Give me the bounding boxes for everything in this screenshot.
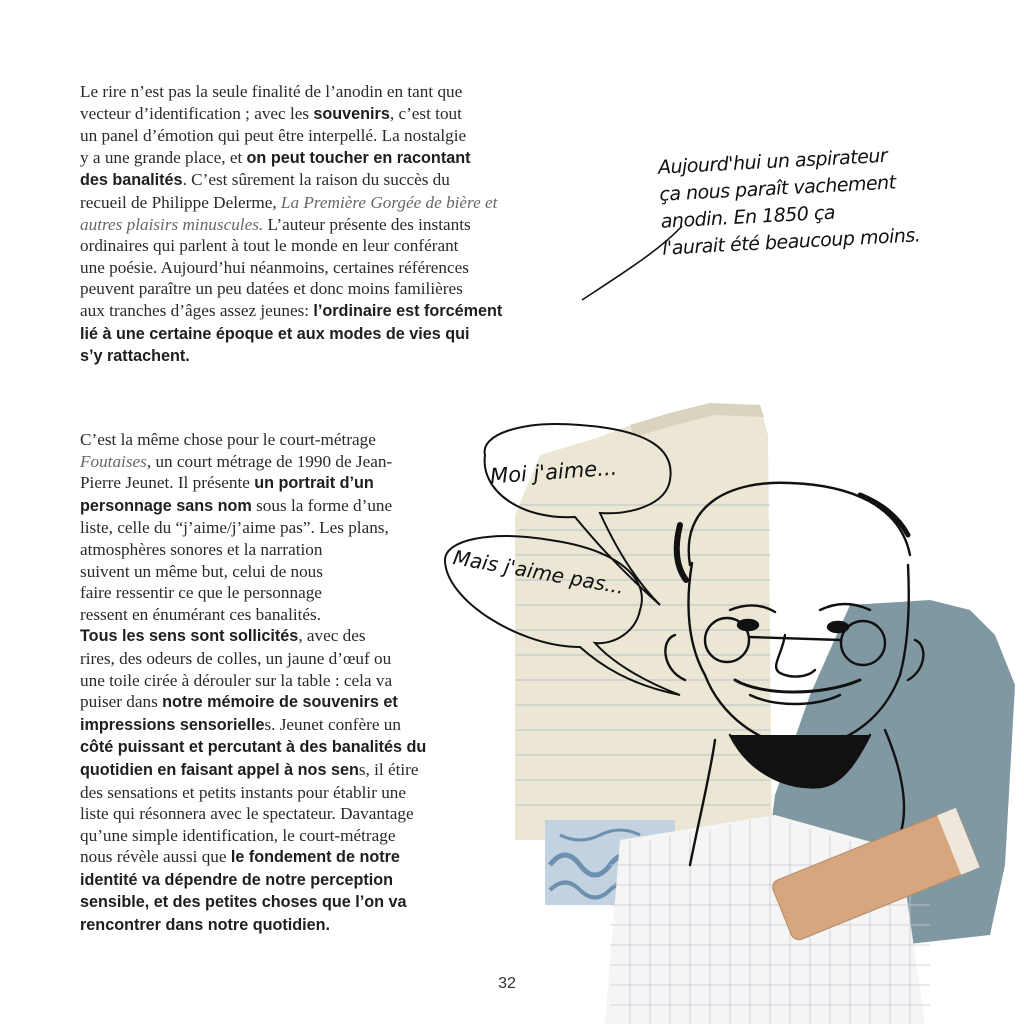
text-run: L’auteur présente des instants [263, 214, 471, 234]
note-line: anodin. En 1850 ça [660, 201, 836, 233]
bold-text: identité va dépendre de notre perception [80, 870, 394, 889]
text-run: aux tranches d’âges assez jeunes: [80, 300, 314, 320]
bold-text: notre mémoire de souvenirs et [162, 693, 398, 712]
bold-text: un portrait d’un [254, 474, 374, 493]
text-run: ordinaires qui parlent à tout le monde en leur conférant [80, 236, 459, 256]
text-line [80, 214, 580, 236]
text-line [80, 81, 580, 103]
text-line [80, 169, 580, 192]
text-run: C’est la même chose pour le court-métrage [80, 430, 376, 449]
bold-text: Tous les sens sont sollicités [80, 627, 299, 646]
text-run: ressent en énumérant ces banalités. [80, 604, 322, 624]
speech-bubble-1-text: Moi j'aime... [489, 455, 618, 489]
text-line [80, 147, 580, 170]
text-line [80, 103, 580, 126]
bold-text: quotidien en faisant appel à nos sen [80, 760, 359, 779]
text-run: une toile cirée à dérouler sur la table : cela va [80, 670, 393, 690]
text-run: atmosphères sonores et la narration [80, 539, 323, 559]
text-line [80, 257, 580, 279]
text-run: recueil de Philippe Delerme, [80, 192, 281, 212]
text-run: puiser dans [80, 692, 163, 712]
text-run: , un court métrage de 1990 de Jean- [146, 451, 393, 471]
text-run: suivent un même but, celui de nous [80, 561, 323, 581]
note-pointer-line [570, 220, 690, 310]
text-run: qu’une simple identification, le court-métrage [80, 825, 396, 845]
text-run: Le rire n’est pas la seule finalité de l’anodin en tant que [80, 82, 463, 101]
bold-text: l’ordinaire est forcément [313, 301, 503, 320]
bold-text: côté puissant et percutant à des banalités du [80, 738, 427, 757]
text-line [80, 323, 580, 346]
bold-text: des banalités [80, 171, 183, 190]
handwritten-note [657, 141, 921, 262]
bold-text: sensible, et des petites choses que l’on va [80, 893, 407, 912]
bold-text: le fondement de notre [230, 848, 400, 867]
text-run: rires, des odeurs de colles, un jaune d’œuf ou [80, 648, 392, 668]
text-run: y a une grande place, et [80, 147, 247, 167]
text-line [80, 300, 580, 323]
note-line: Aujourd'hui un aspirateur [657, 144, 888, 179]
text-run: peuvent paraître un peu datées et donc moins familières [80, 279, 463, 299]
bold-text: souvenirs [313, 104, 390, 123]
text-run: s. Jeunet confère un [264, 714, 401, 734]
text-run: Pierre Jeunet. Il présente [80, 473, 255, 493]
speech-bubble-2-text: Mais j'aime pas... [451, 545, 627, 599]
bold-text: lié à une certaine époque et aux modes de vies qui [80, 324, 470, 343]
page-number: 32 [498, 975, 516, 992]
bold-text: impressions sensorielle [80, 715, 265, 734]
text-line [80, 125, 580, 147]
bold-text: s’y rattachent. [80, 347, 190, 366]
italic-text: Foutaises [80, 451, 147, 471]
bold-text: on peut toucher en racontant [246, 148, 471, 167]
text-run: liste, celle du “j’aime/j’aime pas”. Les plans, [80, 518, 389, 538]
text-line [80, 278, 580, 300]
text-run: vecteur d’identification ; avec les [80, 103, 314, 123]
text-run: , c’est tout [389, 103, 462, 123]
text-run: s, il étire [358, 759, 419, 779]
text-line [80, 345, 580, 368]
bold-text: rencontrer dans notre quotidien. [80, 916, 331, 935]
text-run: un panel d’émotion qui peut être interpellé. La nostalgie [80, 126, 467, 146]
collage-illustration [430, 395, 1024, 1024]
italic-text: autres plaisirs minuscules. [80, 214, 264, 234]
note-line: l'aurait été beaucoup moins. [661, 224, 921, 260]
text-run: faire ressentir ce que le personnage [80, 583, 322, 603]
note-line: ça nous paraît vachement [658, 171, 897, 206]
text-run: , avec des [298, 626, 366, 646]
text-run: des sensations et petits instants pour établir une [80, 782, 407, 802]
paragraph-1 [80, 81, 580, 368]
text-run: . C’est sûrement la raison du succès du [182, 170, 450, 190]
text-line [80, 192, 580, 214]
text-line [80, 235, 580, 257]
text-run: nous révèle aussi que [80, 847, 231, 867]
text-run: sous la forme d’une [251, 495, 393, 515]
italic-text: La Première Gorgée de bière et [280, 192, 498, 212]
text-run: une poésie. Aujourd’hui néanmoins, certaines références [80, 257, 469, 277]
bold-text: personnage sans nom [80, 496, 252, 515]
text-run: liste qui résonnera avec le spectateur. Davantage [80, 804, 414, 824]
